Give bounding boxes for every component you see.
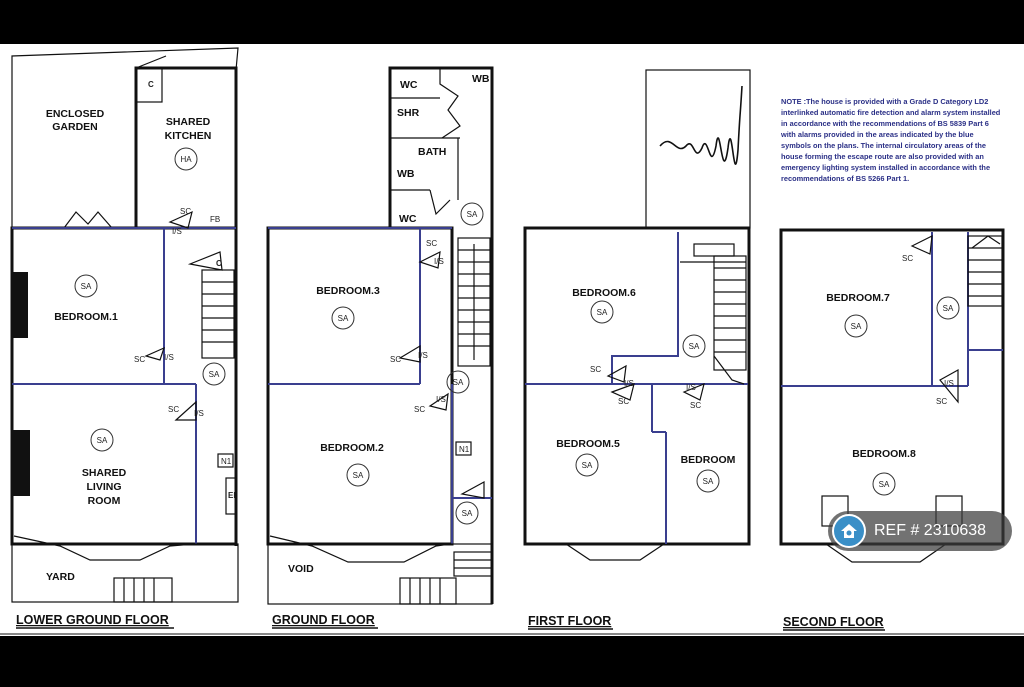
symbol-label: I/S (164, 353, 174, 362)
room-label: WC (400, 79, 418, 91)
home-icon (832, 514, 866, 548)
symbol-label: SA (688, 342, 700, 351)
symbol-label: SA (596, 308, 608, 317)
fireplace (12, 272, 28, 338)
symbol-label: SA (466, 210, 478, 219)
note-line: in accordance with the recommendations of BS 5839 Part 6 (781, 119, 989, 128)
symbol-label: SC (690, 401, 702, 410)
room-label: ROOM (87, 495, 121, 507)
floor-title: FIRST FLOOR (528, 614, 612, 628)
room-label: BATH (418, 146, 447, 158)
symbol-label: SA (80, 282, 92, 291)
symbol-label: SC (390, 355, 402, 364)
room-label: YARD (46, 571, 75, 583)
room-label: BEDROOM.3 (316, 285, 380, 297)
symbol-label: SC (936, 397, 948, 406)
room-label: WB (397, 168, 415, 180)
symbol-label: SC (414, 405, 426, 414)
symbol-label: SC (902, 254, 914, 263)
note-line: interlinked automatic fire detection and alarm system installed (781, 108, 1001, 117)
symbol-label: SC (168, 405, 180, 414)
symbol-label: SA (878, 480, 890, 489)
room-label: VOID (288, 563, 314, 575)
symbol-label: SA (581, 461, 593, 470)
room-label: LIVING (86, 481, 122, 493)
symbol-label: I/S (624, 379, 634, 388)
svg-graphic (839, 521, 859, 541)
room-label: GARDEN (52, 121, 98, 133)
symbol-label: C (148, 80, 154, 89)
symbol-label: SA (352, 471, 364, 480)
listing-ref-badge (828, 511, 1012, 551)
room-label: WC (399, 213, 417, 225)
symbol-label: SA (452, 378, 464, 387)
symbol-label: SA (942, 304, 954, 313)
floor-title: LOWER GROUND FLOOR (16, 613, 169, 627)
symbol-label: El (228, 491, 236, 500)
symbol-label: SA (461, 509, 473, 518)
symbol-label: SA (208, 370, 220, 379)
symbol-label: N1 (221, 457, 232, 466)
floor-title: GROUND FLOOR (272, 613, 375, 627)
note-line: NOTE :The house is provided with a Grade D Category LD2 (781, 97, 989, 106)
room-label: ENCLOSED (45, 108, 105, 120)
room-label: BEDROOM.7 (826, 292, 890, 304)
symbol-label: I/S (436, 395, 446, 404)
symbol-label: SA (850, 322, 862, 331)
room-label: SHR (397, 107, 420, 119)
symbol-label: N1 (459, 445, 470, 454)
symbol-label: SC (590, 365, 602, 374)
symbol-label: C (216, 259, 222, 268)
room-label: BEDROOM.5 (556, 438, 620, 450)
note-line: with alarms provided in the areas indicated by the blue (781, 130, 974, 139)
note-line: emergency lighting system installed in accordance with the (781, 163, 991, 172)
symbol-label: I/S (434, 257, 444, 266)
room-label: SHARED (81, 467, 127, 479)
symbol-label: I/S (418, 351, 428, 360)
symbol-label: I/S (944, 379, 954, 388)
symbol-label: I/S (194, 409, 204, 418)
symbol-label: HA (180, 155, 192, 164)
note-line: house forming the escape route are also provided with an (781, 152, 984, 161)
room-label: BEDROOM.2 (320, 442, 384, 454)
symbol-label: SC (134, 355, 146, 364)
note-line: symbols on the plans. The internal circulatory areas of the (781, 141, 986, 150)
room-label: BEDROOM (680, 454, 736, 466)
room-label: BEDROOM.6 (572, 287, 636, 299)
symbol-label: SA (96, 436, 108, 445)
symbol-label: SA (702, 477, 714, 486)
fireplace (12, 430, 30, 496)
symbol-label: SC (426, 239, 438, 248)
symbol-label: FB (210, 215, 221, 224)
room-label: BEDROOM.1 (54, 311, 118, 323)
symbol-label: SA (337, 314, 349, 323)
floor-title: SECOND FLOOR (783, 615, 884, 629)
room-label: WB (472, 73, 490, 85)
ref-text: REF # 2310638 (874, 522, 987, 539)
symbol-label: SC (618, 397, 630, 406)
room-label: SHARED (165, 116, 211, 128)
room-label: BEDROOM.8 (852, 448, 916, 460)
room-label: KITCHEN (164, 130, 212, 142)
symbol-label: I/S (686, 383, 696, 392)
note-line: recommendations of BS 5266 Part 1. (781, 174, 910, 183)
symbol-label: I/S (172, 227, 182, 236)
symbol-label: SC (180, 207, 192, 216)
